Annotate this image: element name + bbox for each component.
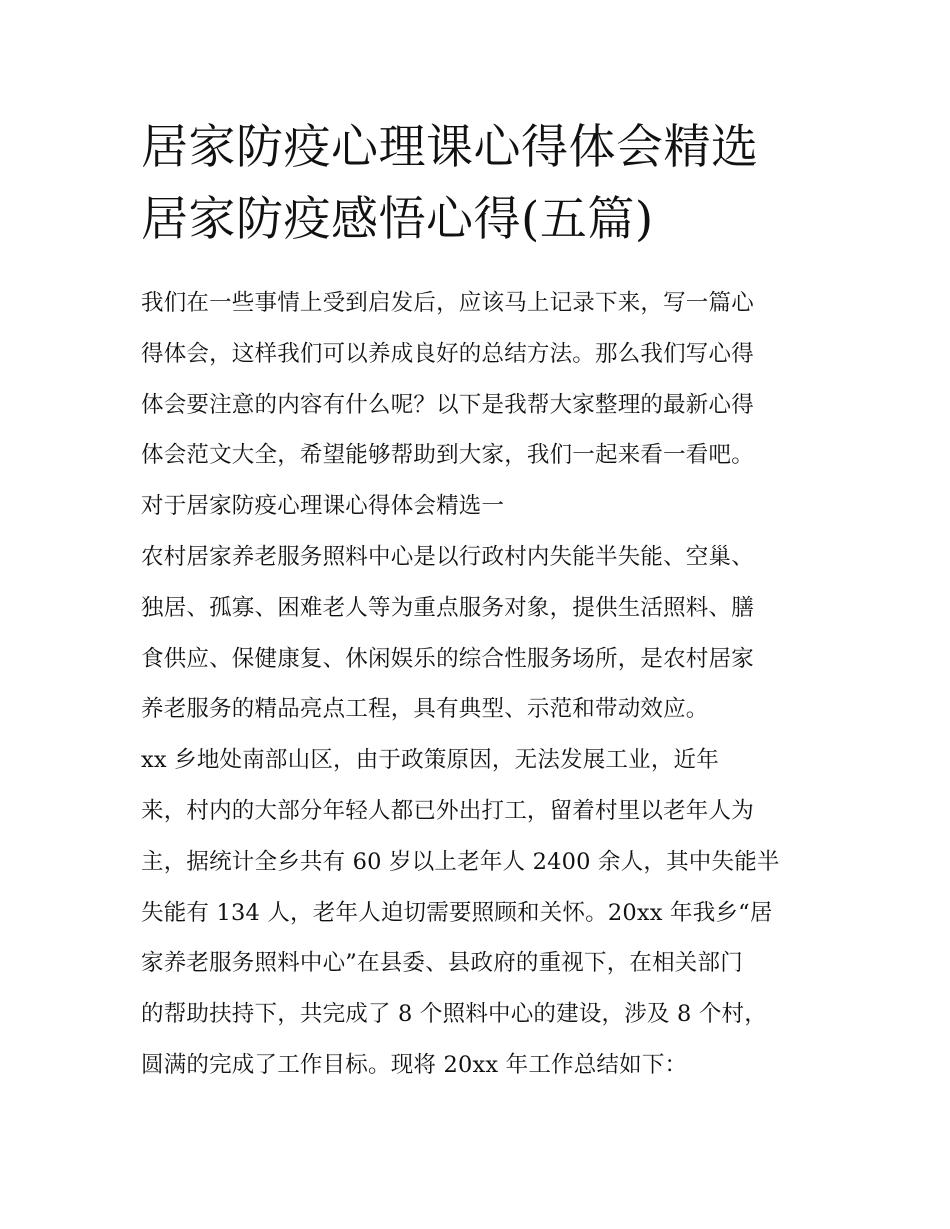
document-body bbox=[141, 278, 831, 1091]
title-line-1: 居家防疫心理课心得体会精选 bbox=[141, 120, 759, 175]
paragraph-2-line-1: xx 乡地处南部山区，由于政策原因，无法发展工业，近年 bbox=[141, 747, 719, 774]
paragraph-1 bbox=[141, 532, 831, 735]
intro-line-2: 得体会，这样我们可以养成良好的总结方法。那么我们写心得 bbox=[141, 340, 754, 367]
document-title bbox=[141, 112, 831, 256]
intro-line-4: 体会范文大全，希望能够帮助到大家，我们一起来看一看吧。 bbox=[141, 442, 754, 469]
intro-line-3: 体会要注意的内容有什么呢？以下是我帮大家整理的最新心得 bbox=[141, 391, 754, 418]
intro-line-1: 我们在一些事情上受到启发后，应该马上记录下来，写一篇心 bbox=[141, 290, 754, 316]
intro-paragraph bbox=[141, 278, 831, 481]
paragraph-2-line-6: 的帮助扶持下，共完成了 8 个照料中心的建设，涉及 8 个村， bbox=[141, 1001, 767, 1028]
paragraph-2-line-4: 失能有 134 人，老年人迫切需要照顾和关怀。20xx 年我乡“居 bbox=[141, 899, 773, 926]
section-heading: 对于居家防疫心理课心得体会精选一 bbox=[141, 493, 505, 520]
paragraph-2-line-7: 圆满的完成了工作目标。现将 20xx 年工作总结如下： bbox=[141, 1051, 688, 1078]
paragraph-2 bbox=[141, 735, 831, 1091]
paragraph-2-line-3: 主，据统计全乡共有 60 岁以上老年人 2400 余人，其中失能半 bbox=[141, 848, 780, 875]
title-line-2: 居家防疫感悟心得(五篇) bbox=[141, 192, 654, 247]
paragraph-1-line-1: 农村居家养老服务照料中心是以行政村内失能半失能、空巢、 bbox=[141, 543, 754, 570]
paragraph-2-line-2: 来，村内的大部分年轻人都已外出打工，留着村里以老年人为 bbox=[141, 797, 754, 824]
paragraph-2-line-5: 家养老服务照料中心”在县委、县政府的重视下，在相关部门 bbox=[141, 950, 743, 977]
paragraph-1-line-2: 独居、孤寡、困难老人等为重点服务对象，提供生活照料、膳 bbox=[141, 594, 754, 621]
paragraph-1-line-3: 食供应、保健康复、休闲娱乐的综合性服务场所，是农村居家 bbox=[141, 645, 754, 672]
paragraph-1-line-4: 养老服务的精品亮点工程，具有典型、示范和带动效应。 bbox=[141, 696, 709, 723]
